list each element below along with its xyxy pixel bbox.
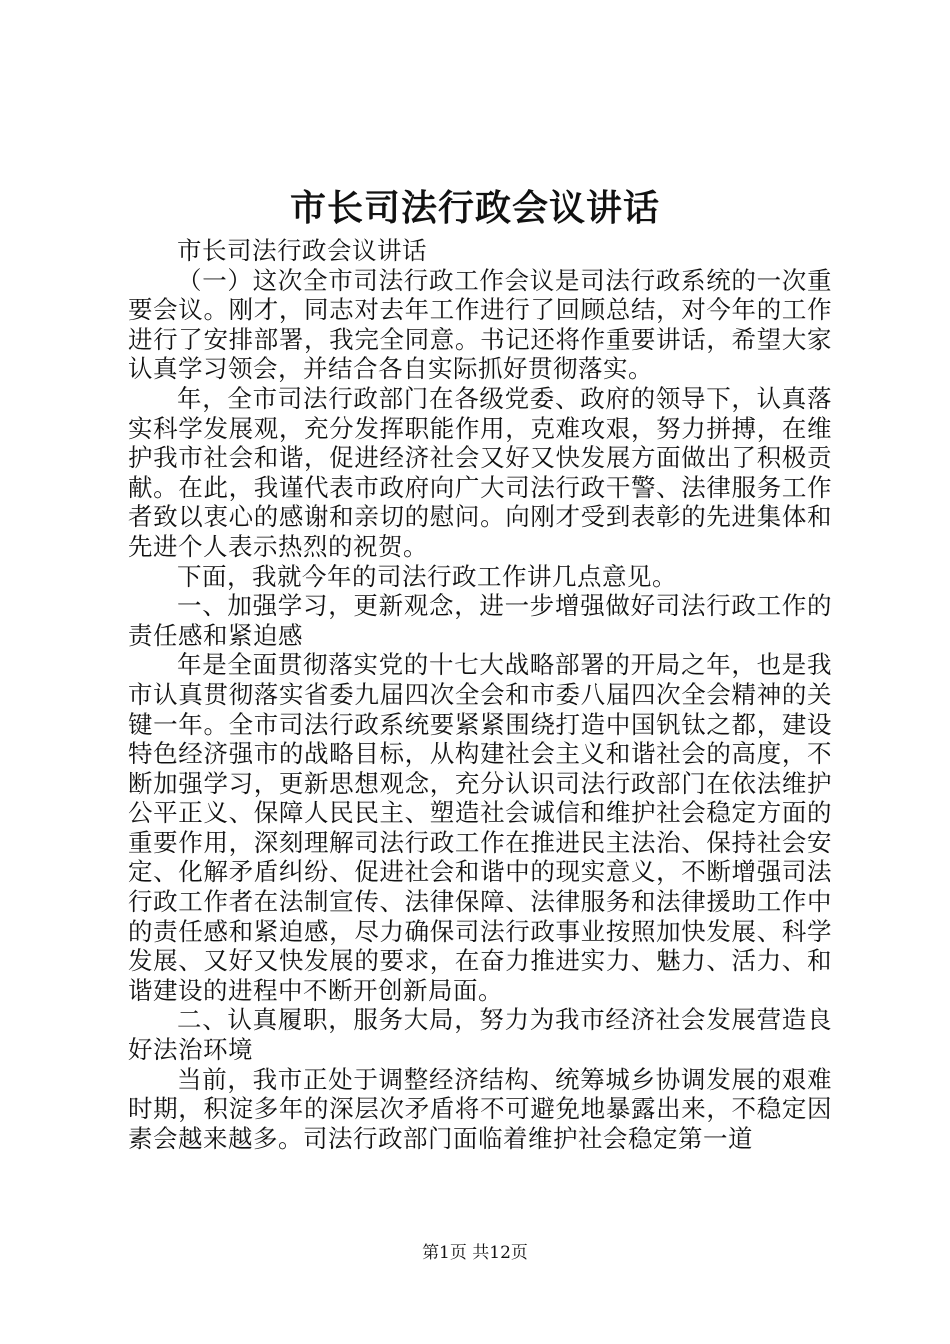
paragraph: 年是全面贯彻落实党的十七大战略部署的开局之年，也是我市认真贯彻落实省委九届四次全会和市委八届四次全会精神的关键一年。全市司法行政系统要紧紧围绕打造中国钒钛之都，建设特色经济强市的战略目标，从构建社会主义和谐社会的高度，不断加强学习，更新思想观念，充分认识司法行政部门在依法维护公平正义、保障人民民主、塑造社会诚信和维护社会稳定方面的重要作用，深刻理解司法行政工作在推进民主法治、保持社会安定、化解矛盾纠纷、促进社会和谐中的现实意义，不断增强司法行政工作者在法制宣传、法律保障、法律服务和法律援助工作中的责任感和紧迫感，尽力确保司法行政事业按照加快发展、科学发展、又好又快发展的要求，在奋力推进实力、魅力、活力、和谐建设的进程中不断开创新局面。: [128, 650, 832, 1005]
document-title: 市长司法行政会议讲话: [289, 187, 660, 229]
page-number-footer: 第1页 共12页: [422, 1243, 528, 1263]
paragraph: 年，全市司法行政部门在各级党委、政府的领导下，认真落实科学发展观，充分发挥职能作用，克难攻艰，努力拼搏，在维护我市社会和谐，促进经济社会又好又快发展方面做出了积极贡献。在此，我谨代表市政府向广大司法行政干警、法律服务工作者致以衷心的感谢和亲切的慰问。向刚才受到表彰的先进集体和先进个人表示热烈的祝贺。: [128, 383, 832, 561]
paragraph: （一）这次全市司法行政工作会议是司法行政系统的一次重要会议。刚才，同志对去年工作进行了回顾总结，对今年的工作进行了安排部署，我完全同意。书记还将作重要讲话，希望大家认真学习领会，并结合各自实际抓好贯彻落实。: [128, 265, 832, 384]
paragraph: 市长司法行政会议讲话: [177, 236, 427, 265]
document-body: [128, 236, 832, 1153]
section-heading: 一、加强学习，更新观念，进一步增强做好司法行政工作的责任感和紧迫感: [128, 591, 832, 650]
paragraph: 当前，我市正处于调整经济结构、统筹城乡协调发展的艰难时期，积淀多年的深层次矛盾将不可避免地暴露出来，不稳定因素会越来越多。司法行政部门面临着维护社会稳定第一道: [128, 1064, 832, 1153]
paragraph: 下面，我就今年的司法行政工作讲几点意见。: [177, 561, 677, 591]
section-heading: 二、认真履职，服务大局，努力为我市经济社会发展营造良好法治环境: [128, 1005, 832, 1065]
